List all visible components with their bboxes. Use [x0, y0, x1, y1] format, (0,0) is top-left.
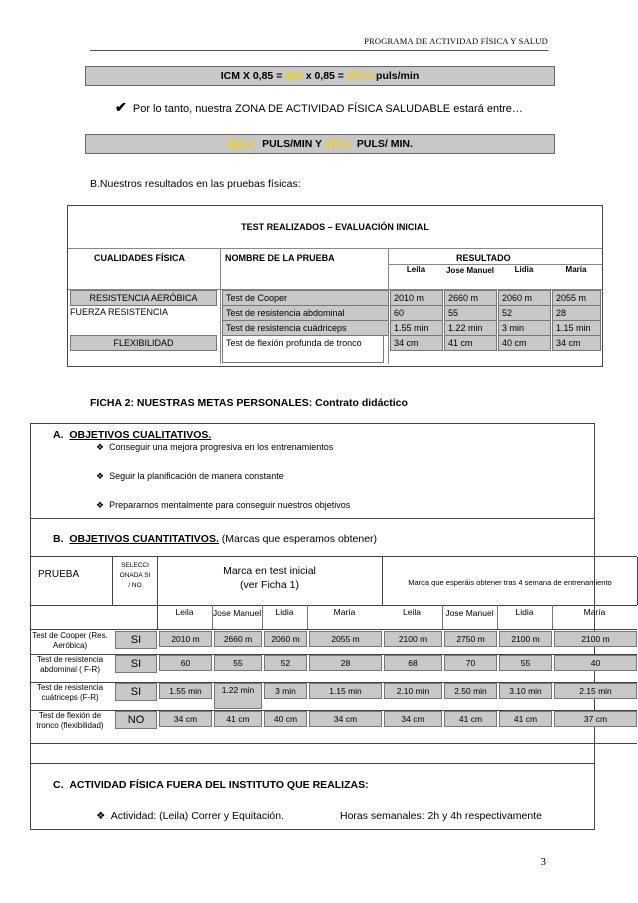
- section-c-heading: [53, 779, 369, 791]
- t2-row-value: 34 cm: [384, 711, 442, 727]
- t2-row-selected: NO: [115, 711, 157, 729]
- t1-row2-val4: 28: [552, 305, 601, 321]
- t2-row-value: 55: [214, 655, 262, 671]
- section-a-title: OBJETIVOS CUALITATIVOS.: [69, 429, 212, 441]
- icm-value-1: 204: [285, 70, 303, 82]
- t2-row-value: 1.15 min: [309, 683, 382, 699]
- t2-person-8: María: [583, 607, 606, 617]
- t2-h-select: SELECCIONADA SI / NO: [119, 562, 151, 589]
- initial-evaluation-table: [67, 205, 603, 367]
- diamond-bullet-icon: ❖: [96, 500, 105, 510]
- t2-row-value: 1.55 min: [159, 683, 212, 699]
- t1-row2-val2: 55: [444, 305, 497, 321]
- zone-range-bar: [85, 134, 555, 154]
- zone-statement: [115, 99, 523, 116]
- t2-row-value: 60: [159, 655, 212, 671]
- t2-person-6: Jose Manuel: [445, 608, 494, 618]
- section-b-letter: B.: [53, 533, 64, 545]
- icm-suffix: puls/min: [373, 70, 420, 82]
- t1-row3-val2: 1.22 min: [444, 320, 497, 336]
- t1-row4-val1: 34 cm: [390, 335, 443, 351]
- section-a-heading: [53, 429, 211, 441]
- t2-person-4: María: [333, 607, 356, 617]
- t2-h-marca2: (ver Ficha 1): [240, 579, 299, 591]
- t2-row-selected: SI: [115, 683, 157, 701]
- section-b-heading: [53, 533, 377, 545]
- t2-person-5: Leila: [403, 607, 421, 617]
- t1-row1-val1: 2010 m: [390, 290, 443, 306]
- t1-row1-val2: 2660 m: [444, 290, 497, 306]
- t2-row-value: 1.22 min: [214, 683, 262, 709]
- t1-row3-val3: 3 min: [498, 320, 551, 336]
- t2-row-value: 2055 m: [309, 631, 382, 647]
- t2-row-name: Test de resistencia abdominal ( F-R): [36, 655, 104, 674]
- icm-formula-bar: [85, 66, 555, 86]
- t2-row-value: 34 cm: [159, 711, 212, 727]
- t1-row1-test: Test de Cooper: [222, 290, 389, 306]
- t2-row-value: 3 min: [264, 683, 307, 699]
- activity-text: Actividad: (Leila) Correr y Equitación.: [110, 810, 285, 822]
- range-low: 122.4: [227, 138, 254, 150]
- t2-row-value: 2660 m: [214, 631, 262, 647]
- t2-row-name: Test de resistencia cuátriceps (F-R): [36, 683, 104, 702]
- t2-row-value: 68: [384, 655, 442, 671]
- qual-item-3: [96, 500, 350, 511]
- zone-text: Por lo tanto, nuestra ZONA DE ACTIVIDAD FÍSICA SALUDABLE estará entre…: [132, 103, 523, 115]
- t1-row4-test: Test de flexión profunda de tronco: [222, 335, 384, 363]
- qual-item-3-text: Prepararnos mentalmente para conseguir nuestros objetivos: [109, 500, 351, 510]
- qual-item-1-text: Conseguir una mejora progresiva en los entrenamientos: [109, 442, 334, 452]
- t1-row1-val4: 2055 m: [552, 290, 601, 306]
- t1-row1-quality: RESISTENCIA AERÓBICA: [70, 290, 217, 306]
- t2-row-value: 28: [309, 655, 382, 671]
- diamond-bullet-icon: ❖: [96, 471, 105, 481]
- t1-row2-val3: 52: [498, 305, 551, 321]
- t2-person-2: Jose Manuel: [212, 608, 262, 618]
- t2-row-value: 34 cm: [309, 711, 382, 727]
- t1-row3-val4: 1.15 min: [552, 320, 601, 336]
- qual-item-2-text: Seguir la planificación de manera constante: [109, 471, 284, 481]
- section-a-letter: A.: [53, 429, 64, 441]
- t1-person-1: Leila: [406, 265, 426, 274]
- t2-row-value: 2010 m: [159, 631, 212, 647]
- icm-prefix: ICM X 0,85 =: [220, 70, 286, 82]
- section-b-subtitle: (Marcas que esperamos obtener): [218, 533, 378, 545]
- t2-h-marca1: Marca en test inicial: [223, 565, 316, 577]
- t2-row-value: 52: [264, 655, 307, 671]
- t2-row-value: 2.15 min: [554, 683, 637, 699]
- page-number: 3: [540, 856, 546, 868]
- qual-item-1: [96, 442, 333, 453]
- t2-row-selected: SI: [115, 631, 157, 649]
- quantitative-table: [30, 556, 637, 730]
- t2-row-value: 2100 m: [554, 631, 637, 647]
- t1-row4-quality: FLEXIBILIDAD: [70, 335, 217, 351]
- diamond-bullet-icon: ❖: [96, 810, 106, 822]
- t2-row-value: 70: [444, 655, 497, 671]
- range-mid: PULS/MIN Y: [253, 138, 325, 150]
- t2-row-value: 2060 m: [264, 631, 307, 647]
- t2-person-7: Lidia: [515, 607, 534, 617]
- t2-person-3: Lidia: [275, 607, 294, 617]
- t1-person-3: Lidia: [514, 265, 534, 274]
- t2-row-value: 2100 m: [499, 631, 552, 647]
- t2-row-value: 37 cm: [554, 711, 637, 727]
- t2-h-prueba: PRUEBA: [38, 569, 80, 580]
- t1-row2-quality: FUERZA RESISTENCIA: [70, 307, 169, 317]
- col-result: RESULTADO: [456, 253, 511, 263]
- t2-person-1: Leila: [175, 607, 194, 617]
- t2-h-goal: Marca que esperáis obtener tras 4 semana de entrenamiento: [408, 578, 612, 587]
- t2-row-value: 2750 m: [444, 631, 497, 647]
- t2-row-name: Test de flexión de tronco (flexibilidad): [36, 711, 104, 730]
- qual-item-2: [96, 471, 284, 482]
- t1-row4-val3: 40 cm: [498, 335, 551, 351]
- hours-text: Horas semanales: 2h y 4h respectivamente: [340, 810, 542, 822]
- t1-row1-val3: 2060 m: [498, 290, 551, 306]
- t2-row-value: 41 cm: [214, 711, 262, 727]
- t1-row3-test: Test de resistencia cuádriceps: [222, 320, 389, 336]
- t1-person-4: María: [565, 265, 587, 274]
- t1-row4-val2: 41 cm: [444, 335, 497, 351]
- section-c-title: ACTIVIDAD FÍSICA FUERA DEL INSTITUTO QUE REALIZAS:: [69, 779, 369, 791]
- t2-row-value: 55: [499, 655, 552, 671]
- t2-row-value: 3.10 min: [499, 683, 552, 699]
- range-high: 173.4: [324, 138, 352, 150]
- t2-row-name: Test de Cooper (Res. Aeróbica): [32, 631, 108, 650]
- t1-person-2: Jose Manuel: [445, 266, 494, 275]
- t2-row-selected: SI: [115, 655, 157, 673]
- t2-row-value: 40 cm: [264, 711, 307, 727]
- t1-row2-val1: 60: [390, 305, 443, 321]
- icm-value-2: 173.4: [346, 70, 374, 82]
- t2-row-value: 2.10 min: [384, 683, 442, 699]
- range-suffix: PULS/ MIN.: [351, 138, 413, 150]
- t2-row-value: 41 cm: [444, 711, 497, 727]
- program-header: PROGRAMA DE ACTIVIDAD FÍSICA Y SALUD: [364, 36, 548, 46]
- t2-row-value: 2100 m: [384, 631, 442, 647]
- t2-row-value: 41 cm: [499, 711, 552, 727]
- t2-row-divider: [30, 743, 637, 744]
- t2-row-value: 2.50 min: [444, 683, 497, 699]
- diamond-bullet-icon: ❖: [96, 442, 105, 452]
- col-test-name: NOMBRE DE LA PRUEBA: [225, 253, 335, 263]
- header-divider: [90, 50, 548, 51]
- table1-title: TEST REALIZADOS – EVALUACIÓN INICIAL: [241, 222, 429, 232]
- t1-row4-val4: 34 cm: [552, 335, 601, 351]
- col-qualities: CUALIDADES FÍSICA: [94, 253, 186, 263]
- t1-row3-val1: 1.55 min: [390, 320, 443, 336]
- checkmark-icon: ✔: [115, 99, 127, 115]
- icm-mid: x 0,85 =: [302, 70, 347, 82]
- t1-row2-test: Test de resistencia abdominal: [222, 305, 389, 321]
- activity-line: [96, 810, 284, 822]
- section-b-title: OBJETIVOS CUANTITATIVOS.: [69, 533, 219, 545]
- section-c-letter: C.: [53, 779, 64, 791]
- ficha2-title: FICHA 2: NUESTRAS METAS PERSONALES: Contrato didáctico: [90, 397, 408, 409]
- results-heading: B.Nuestros resultados en las pruebas físicas:: [90, 178, 301, 190]
- t2-row-value: 40: [554, 655, 637, 671]
